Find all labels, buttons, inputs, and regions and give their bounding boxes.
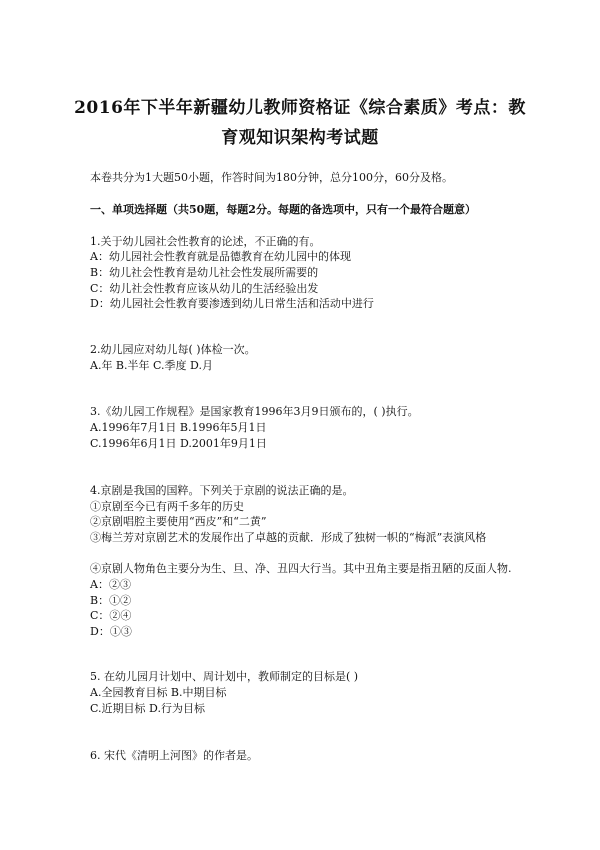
question-option: B：幼儿社会性教育是幼儿社会性发展所需要的 xyxy=(90,266,319,279)
question-stem: 4.京剧是我国的国粹。下列关于京剧的说法正确的是。 xyxy=(90,484,354,497)
question-option: A：②③ xyxy=(90,578,131,591)
question-option: B：①② xyxy=(90,594,132,607)
question-statement: ②京剧唱腔主要使用“西皮”和“二黄” xyxy=(90,515,267,528)
document-title-line-1: 2016年下半年新疆幼儿教师资格证《综合素质》考点：教 xyxy=(74,98,526,118)
question-stem: 3.《幼儿园工作规程》是国家教育1996年3月9日颁布的，( )执行。 xyxy=(90,405,419,418)
question-option: D：①③ xyxy=(90,625,132,638)
document-title-line-2: 育观知识架构考试题 xyxy=(221,128,379,148)
question-stem: 1.关于幼儿园社会性教育的论述，不正确的有。 xyxy=(90,235,321,248)
question-statement: ③梅兰芳对京剧艺术的发展作出了卓越的贡献．形成了独树一帜的“梅派”表演风格 xyxy=(90,531,487,544)
section-heading: 一、单项选择题（共50题，每题2分。每题的备选项中，只有一个最符合题意） xyxy=(90,203,476,216)
question-option: D：幼儿园社会性教育要渗透到幼儿日常生活和活动中进行 xyxy=(90,297,374,310)
question-stem: 6. 宋代《清明上河图》的作者是。 xyxy=(90,749,258,762)
question-option: C.1996年6月1日 D.2001年9月1日 xyxy=(90,437,267,450)
question-option: A.年 B.半年 C.季度 D.月 xyxy=(90,359,213,372)
question-option: C：幼儿社会性教育应该从幼儿的生活经验出发 xyxy=(90,282,319,295)
question-statement: ①京剧至今已有两千多年的历史 xyxy=(90,500,244,513)
exam-intro: 本卷共分为1大题50小题，作答时间为180分钟，总分100分，60分及格。 xyxy=(90,171,453,184)
question-option: A：幼儿园社会性教育就是品德教育在幼儿园中的体现 xyxy=(90,250,351,263)
question-option: A.1996年7月1日 B.1996年5月1日 xyxy=(90,421,267,434)
question-stem: 5. 在幼儿园月计划中、周计划中，教师制定的目标是( ) xyxy=(90,670,359,683)
question-option: A.全园教育目标 B.中期目标 xyxy=(90,686,227,699)
question-option: C.近期目标 D.行为目标 xyxy=(90,702,205,715)
question-statement: ④京剧人物角色主要分为生、旦、净、丑四大行当。其中丑角主要是指丑陋的反面人物. xyxy=(90,562,512,575)
question-option: C：②④ xyxy=(90,609,132,622)
question-stem: 2.幼儿园应对幼儿每( )体检一次。 xyxy=(90,343,256,356)
